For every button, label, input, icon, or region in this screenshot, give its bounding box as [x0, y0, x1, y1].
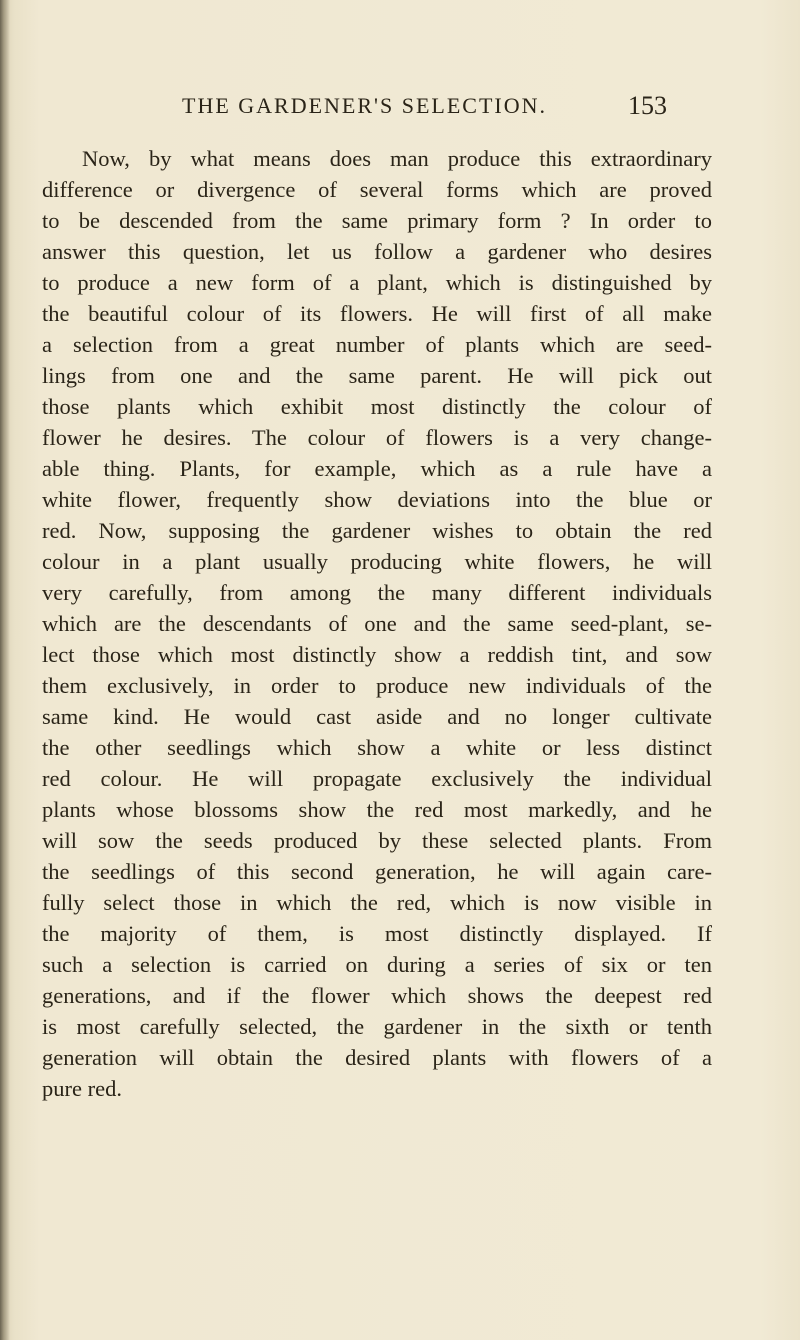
text-line: such a selection is carried on during a series of six or ten	[42, 952, 712, 977]
text-line: generations, and if the flower which shows the deepest red	[42, 983, 712, 1008]
text-line: lings from one and the same parent. He will pick out	[42, 363, 712, 388]
text-line: same kind. He would cast aside and no longer cultivate	[42, 704, 712, 729]
text-line: the seedlings of this second generation, he will again care-	[42, 859, 712, 884]
text-line: pure red.	[42, 1076, 122, 1101]
text-line: the other seedlings which show a white or less distinct	[42, 735, 712, 760]
running-head-title: THE GARDENER'S SELECTION.	[182, 93, 548, 118]
text-line: those plants which exhibit most distinctly the colour of	[42, 394, 712, 419]
text-line: very carefully, from among the many different individuals	[42, 580, 712, 605]
text-line: the majority of them, is most distinctly displayed. If	[42, 921, 712, 946]
text-line: them exclusively, in order to produce new individuals of the	[42, 673, 712, 698]
text-line: colour in a plant usually producing white flowers, he will	[42, 549, 712, 574]
text-line: to produce a new form of a plant, which is distinguished by	[42, 270, 712, 295]
text-line: will sow the seeds produced by these selected plants. From	[42, 828, 712, 853]
text-line: fully select those in which the red, which is now visible in	[42, 890, 712, 915]
text-line: able thing. Plants, for example, which as a rule have a	[42, 456, 712, 481]
page-gutter	[0, 0, 10, 1340]
text-line: answer this question, let us follow a gardener who desires	[42, 239, 712, 264]
text-line: red colour. He will propagate exclusively the individual	[42, 766, 712, 791]
text-line: which are the descendants of one and the same seed-plant, se-	[42, 611, 712, 636]
text-line: lect those which most distinctly show a reddish tint, and sow	[42, 642, 712, 667]
text-line: flower he desires. The colour of flowers is a very change-	[42, 425, 712, 450]
text-line: is most carefully selected, the gardener in the sixth or tenth	[42, 1014, 712, 1039]
text-line: Now, by what means does man produce this extraordinary	[82, 146, 712, 171]
text-line: red. Now, supposing the gardener wishes to obtain the red	[42, 518, 712, 543]
text-line: a selection from a great number of plants which are seed-	[42, 332, 712, 357]
text-line: to be descended from the same primary form ? In order to	[42, 208, 712, 233]
text-line: white flower, frequently show deviations into the blue or	[42, 487, 712, 512]
text-line: generation will obtain the desired plants with flowers of a	[42, 1045, 712, 1070]
text-line: the beautiful colour of its flowers. He will first of all make	[42, 301, 712, 326]
running-head	[0, 86, 800, 126]
page-number: 153	[628, 91, 667, 120]
text-line: difference or divergence of several forms which are proved	[42, 177, 712, 202]
text-line: plants whose blossoms show the red most markedly, and he	[42, 797, 712, 822]
